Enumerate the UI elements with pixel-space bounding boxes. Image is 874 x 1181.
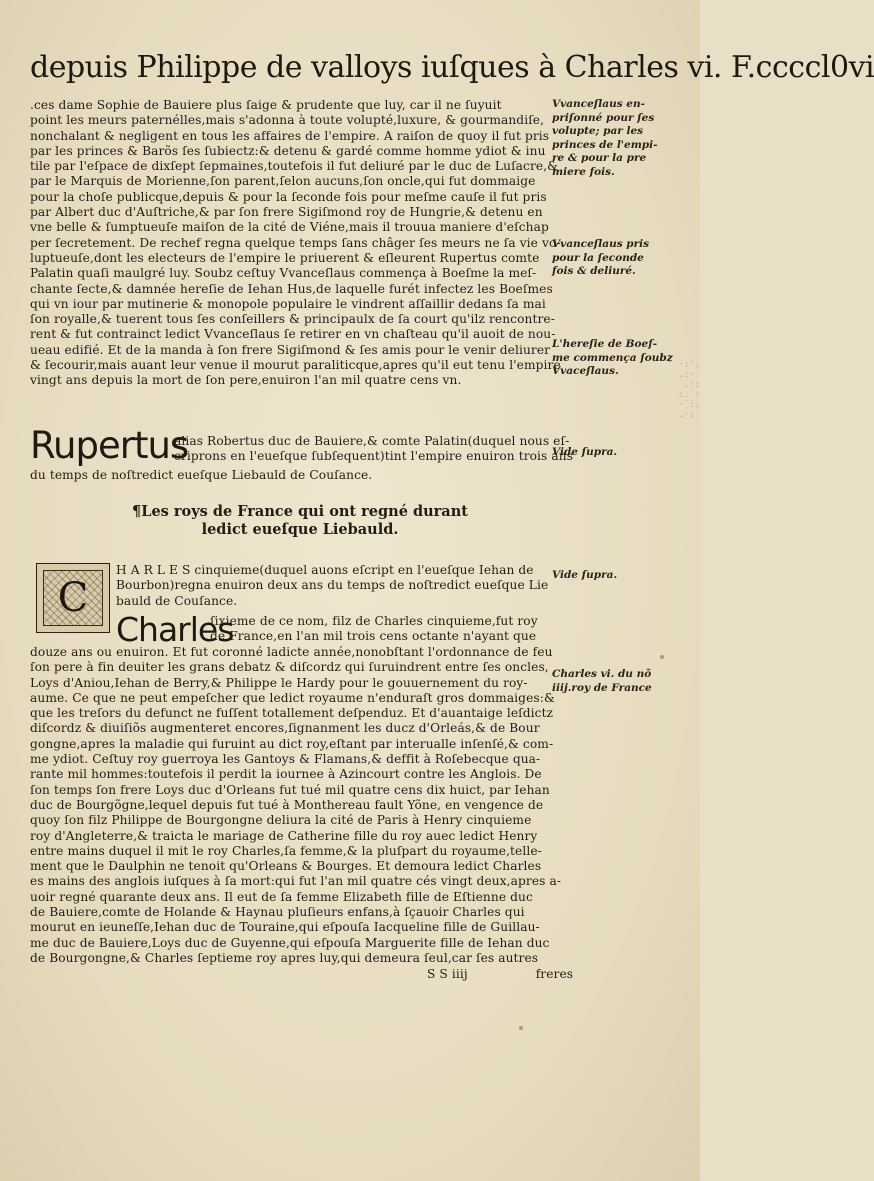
margin-note-line: L'hereſie de Boeſ- xyxy=(552,338,658,350)
text-line: Bourbon)regna enuiron deux ans du temps de noſtredict eueſque Lie xyxy=(116,578,549,593)
margin-note-2 xyxy=(552,238,664,279)
margin-note-line: Vvanceſlaus en- xyxy=(552,98,645,110)
text-line: ſon royalle,& tuerent tous ſes conſeillers & principaulx de ſa court qu'ilz rencontre- xyxy=(30,312,555,327)
ink-speck xyxy=(519,1026,523,1030)
text-line: vingt ans depuis la mort de ſon pere,enuiron l'an mil quatre cens vn. xyxy=(30,373,462,388)
text-line: roy d'Angleterre,& traicta le mariage de Catherine fille du roy auec ledict Henry xyxy=(30,828,538,843)
text-line: de France,en l'an mil trois cens octante n'ayant que xyxy=(210,629,537,644)
text-line: de Bourgongne,& Charles ſeptieme roy apres luy,qui demeura ſeul,car ſes autres xyxy=(30,950,539,965)
text-line: ſon pere à fin deuiter les grans debatz & diſcordz qui ſuruindrent entre ſes oncles, xyxy=(30,660,549,675)
paragraph-charles-vi xyxy=(30,645,562,966)
text-line: diſcordz & diuiſiõs augmenteret encores,ſignanment les ducz d'Orleás,& de Bour xyxy=(30,721,540,736)
running-header: depuis Philippe de valloys iuſques à Charles vi. F.ccccl0vi xyxy=(30,50,874,85)
text-line: vne belle & ſumptueuſe maiſon de la cité de Viéne,mais il trouua maniere d'eſchap xyxy=(30,220,549,235)
text-line: qui vn iour par mutinerie & monopole populaire le vindrent aſſaillir dedans ſa mai xyxy=(30,296,546,311)
text-line: par Albert duc d'Auſtriche,& par ſon frere Sigiſmond roy de Hungrie,& detenu en xyxy=(30,205,543,220)
text-line: me duc de Bauiere,Loys duc de Guyenne,qui eſpouſa Marguerite fille de Iehan duc xyxy=(30,935,550,950)
margin-note-line: Charles vi. du nõ xyxy=(552,668,652,680)
margin-note-line: Vide ſupra. xyxy=(552,569,618,581)
text-line: point les meurs paternélles,mais s'adonna à toute volupté,luxure, & gourmandiſe, xyxy=(30,113,545,128)
text-line: tile par l'eſpace de dixſept ſepmaines,toutefois il fut deliuré par le duc de Luſacre,& xyxy=(30,159,559,174)
charles-display-word: Charles xyxy=(116,610,234,649)
rupertus-display-word: Rupertus xyxy=(30,424,189,467)
margin-note-line: Vvanceſlaus pris xyxy=(552,238,650,250)
rupertus-text: alias Robertus duc de Bauiere,& comte Palatin(duquel nous eſ- criprons en l'eueſque ſubſequent)tint l'empire enuiron trois ans xyxy=(174,434,574,464)
text-line: nonchalant & negligent en tous les affaires de l'empire. A raiſon de quoy il fut pris xyxy=(30,128,550,143)
text-line: ſixieme de ce nom, filz de Charles cinquieme,fut roy xyxy=(210,614,538,628)
text-line: Loys d'Aniou,Iehan de Berry,& Philippe le Hardy pour le gouuernement du roy- xyxy=(30,675,528,690)
text-line: gongne,apres la maladie qui furuint au dict roy,eſtant par interualle inſenſé,& com- xyxy=(30,736,554,751)
text-line: ueau edifié. Et de la manda à ſon frere Sigiſmond & ſes amis pour le venir deliurer xyxy=(30,342,551,357)
text-line: de Bauiere,comte de Holande & Haynau pluſieurs enfans,à ſçauoir Charles qui xyxy=(30,905,525,920)
text-line: bauld de Couſance. xyxy=(116,593,238,608)
text-line: mourut en ieuneſſe,Iehan duc de Touraine,qui eſpouſa Iacqueline fille de Guillau- xyxy=(30,920,540,935)
margin-note-line: volupte; par les xyxy=(552,125,644,137)
text-line: me ydiot. Ceſtuy roy guerroya les Gantoys & Flamans,& deffit à Roſebecque qua- xyxy=(30,752,541,767)
margin-note-line: me commença ſoubz xyxy=(552,351,673,364)
text-line: rent & fut contrainct ledict Vvanceſlaus ſe retirer en vn chaſteau qu'il auoit de nou- xyxy=(30,327,556,342)
text-line: per ſecretement. De rechef regna quelque temps ſans châger ſes meurs ne ſa vie vo- xyxy=(30,235,561,250)
margin-note-6 xyxy=(552,668,664,695)
margin-note-line: Vvaceſlaus. xyxy=(552,365,619,377)
text-line: es mains des anglois iuſques à ſa mort:qui fut l'an mil quatre cés vingt deux,apres a- xyxy=(30,874,562,889)
text-line: rante mil hommes:toutefois il perdit la iournee à Azincourt contre les Anglois. De xyxy=(30,767,542,782)
initial-letter: C xyxy=(43,570,103,626)
text-line: & ſecourir,mais auant leur venue il mourut paraliticque,apres qu'il eut tenu l'empire xyxy=(30,358,561,373)
text-line: uoir regné quarante deux ans. Il eut de ſa femme Elizabeth fille de Eſtienne duc xyxy=(30,889,533,904)
catchword: freres xyxy=(535,967,574,981)
margin-note-line: priſonné pour ſes xyxy=(552,111,655,124)
margin-note-line: fois & deliuré. xyxy=(552,265,636,277)
signature-mark: S S iiij xyxy=(427,967,468,981)
text-line: que les treſors du defunct ne fuſſent totallement deſpenduz. Et d'auantaige leſdictz xyxy=(30,706,554,721)
text-line: .ces dame Sophie de Bauiere plus ſaige & prudente que luy, car il ne ſuyuit xyxy=(30,98,502,112)
margin-note-5 xyxy=(552,569,664,583)
margin-note-line: re & pour la pre xyxy=(552,152,647,164)
bleed-through-texture: ·:˙. .:·˙ ˙.·: :.˙· ·˙:. .·:˙ xyxy=(678,360,700,420)
margin-note-line: iiij.roy de France xyxy=(552,681,652,694)
text-line: ſon temps ſon frere Loys duc d'Orleans fut tué mil quatre cens dix huict, par Iehan xyxy=(30,782,550,797)
text-line: par le Marquis de Morienne,ſon parent,ſelon aucuns,ſon oncle,qui fut dommaige xyxy=(30,174,536,189)
text-line: chante ſecte,& damnée hereſie de Iehan Hus,de laquelle furét infectez les Boeſmes xyxy=(30,281,553,296)
text-line: H A R L E S cinquieme(duquel auons eſcript en l'eueſque Iehan de xyxy=(116,563,534,577)
signature-line xyxy=(30,967,574,982)
text-line: quoy ſon filz Philippe de Bourgongne deliura la cité de Paris à Henry cinquieme xyxy=(30,813,532,828)
text-line: par les princes & Barõs ſes ſubiectz:& detenu & gardé comme homme ydiot & inu xyxy=(30,143,546,158)
margin-note-line: Vide ſupra. xyxy=(552,446,618,458)
rupertus-tail: du temps de noſtredict eueſque Liebauld de Couſance. xyxy=(30,468,373,482)
margin-note-line: miere fois. xyxy=(552,165,615,178)
text-line: entre mains duquel il mit le roy Charles,ſa femme,& la pluſpart du royaume,telle- xyxy=(30,843,542,858)
text-line: douze ans ou enuiron. Et fut coronné ladicte année,nonobſtant l'ordonnance de feu xyxy=(30,645,553,659)
margin-note-3 xyxy=(552,338,673,379)
section-heading: ¶Les roys de France qui ont regné durant ledict eueſque Liebauld. xyxy=(132,503,468,538)
margin-note-line: pour la ſeconde xyxy=(552,251,644,264)
text-line: duc de Bourgõgne,lequel depuis fut tué à Monthereau fault Yõne, en vengence de xyxy=(30,797,544,812)
margin-note-line: princes de l'empi- xyxy=(552,138,658,151)
paragraph-wanceslaus xyxy=(30,98,561,389)
decorated-initial xyxy=(36,563,110,633)
text-line: pour la choſe publicque,depuis & pour la ſeconde fois pour meſme cauſe il fut pris xyxy=(30,189,547,204)
charles-v-intro xyxy=(116,563,556,609)
charles-vi-head xyxy=(210,614,555,645)
text-line: ment que le Daulphin ne tenoit qu'Orleans & Bourges. Et demoura ledict Charles xyxy=(30,859,542,874)
text-line: aume. Ce que ne peut empeſcher que ledict royaume n'enduraſt gros dommaiges:& xyxy=(30,690,555,705)
ink-speck xyxy=(660,655,664,659)
text-line: luptueuſe,dont les electeurs de l'empire le priuerent & eſleurent Rupertus comte xyxy=(30,250,540,265)
text-line: Palatin quaſi maulgré luy. Soubz ceſtuy Vvanceſlaus commença à Boeſme la meſ- xyxy=(30,266,537,281)
margin-note-1 xyxy=(552,98,664,179)
